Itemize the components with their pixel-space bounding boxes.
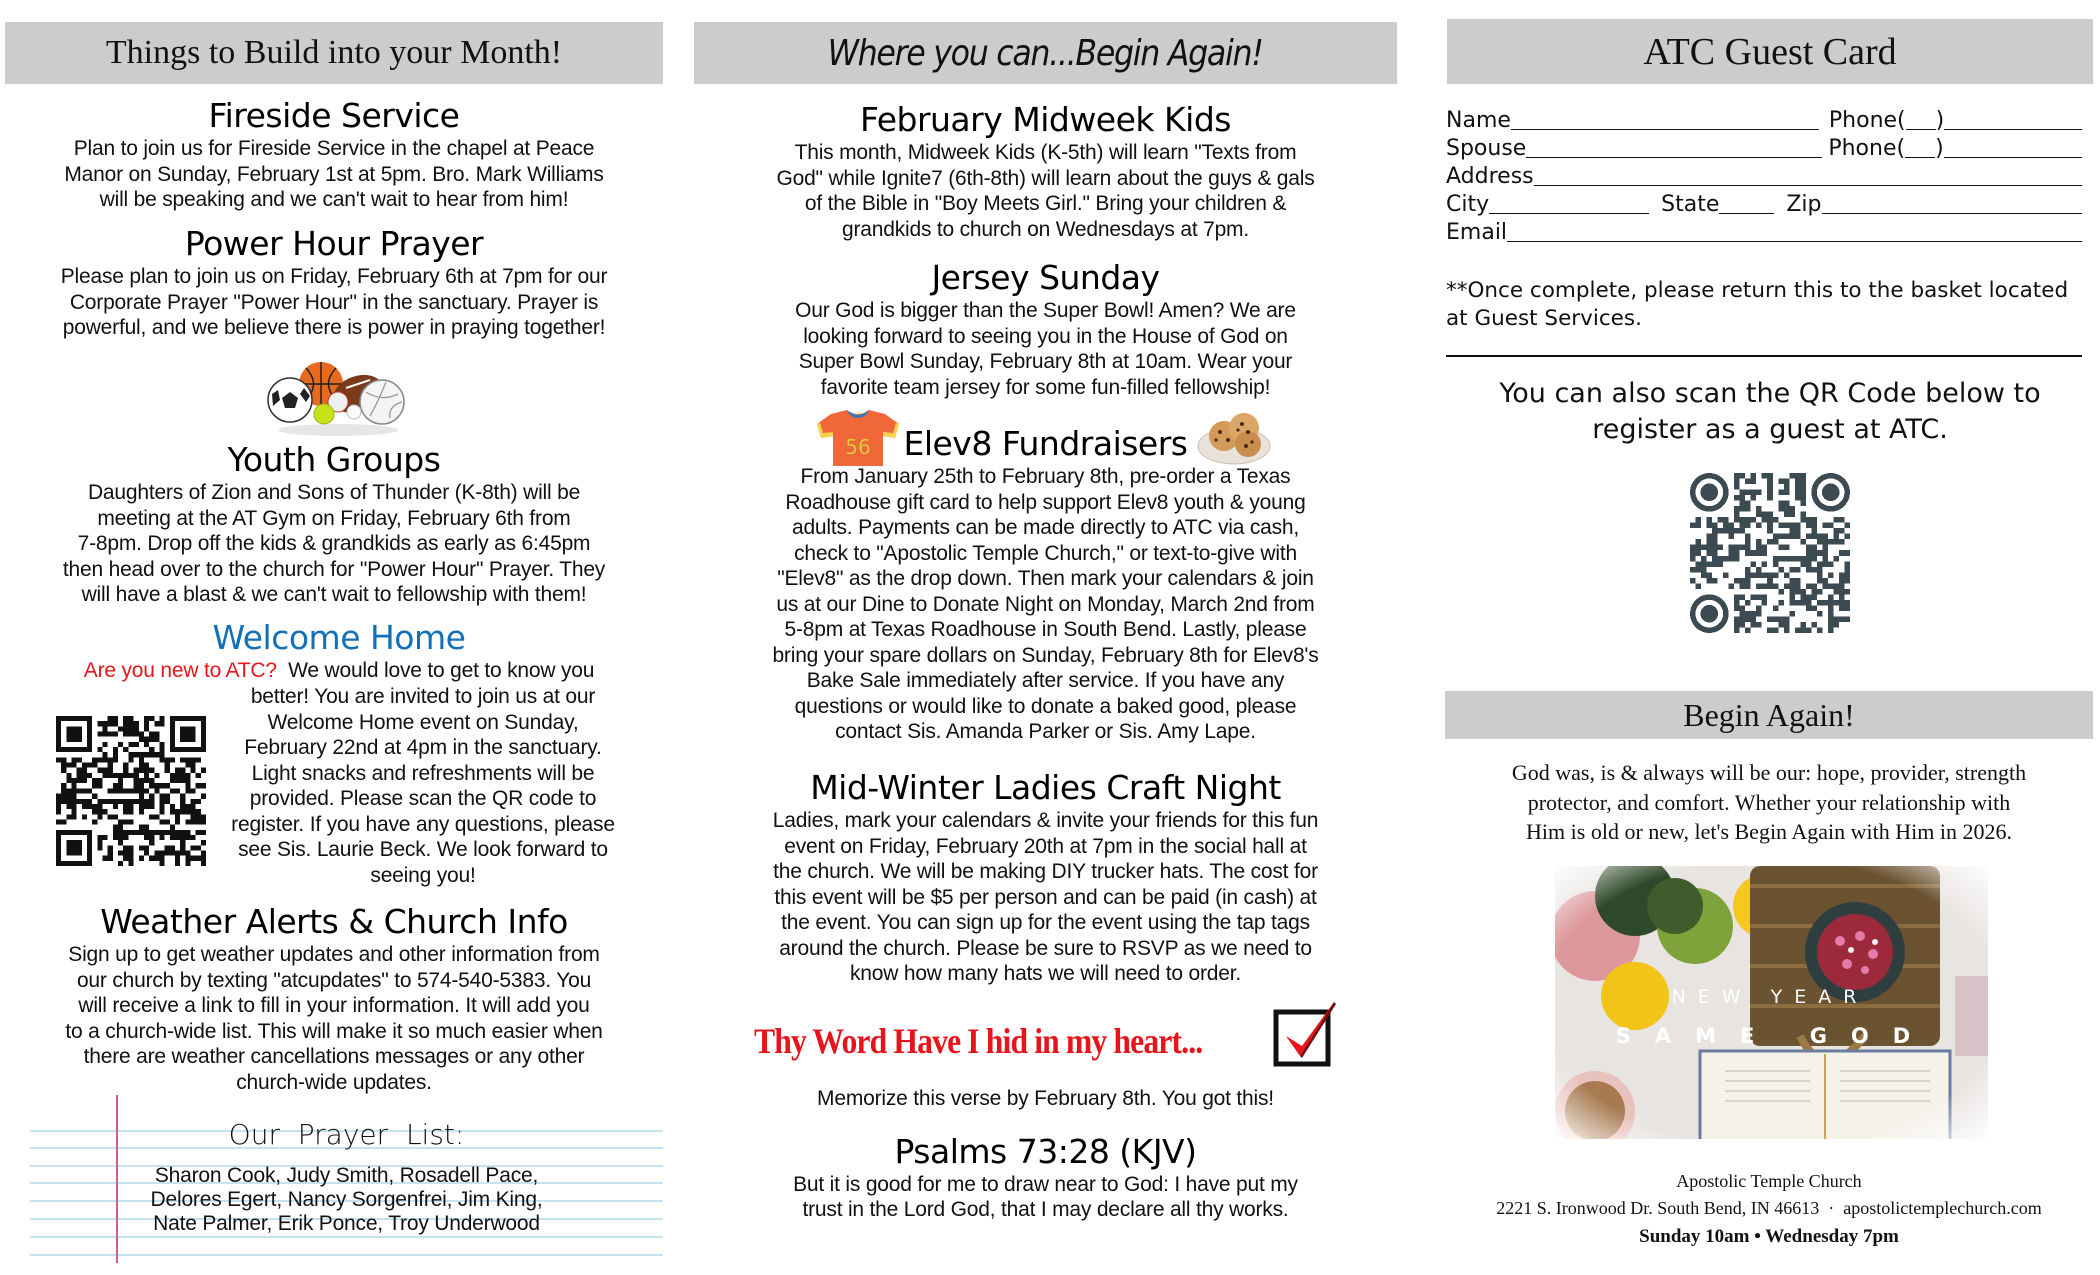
phone-area-field[interactable]: [1906, 107, 1936, 130]
craft-line: around the church. Please be sure to RSVP as we need to: [779, 936, 1312, 960]
qr-note-line: register as a guest at ATC.: [1592, 414, 1948, 445]
power-hour-line: Please plan to join us on Friday, February 6th at 7pm for our: [60, 265, 608, 288]
phone-paren: ): [1935, 108, 1945, 133]
youth-title: Youth Groups: [227, 440, 441, 479]
welcome-line: seeing you!: [370, 863, 476, 887]
fireside-section: [5, 96, 663, 213]
welcome-line: see Sis. Laurie Beck. We look forward to: [238, 838, 608, 861]
fireside-line: Manor on Sunday, February 1st at 5pm. Bro. Mark Williams: [64, 162, 604, 186]
verse-section: [694, 1086, 1397, 1223]
new-year-photo: [1555, 866, 1988, 1139]
youth-line: Daughters of Zion and Sons of Thunder (K-8th) will be: [87, 481, 581, 504]
craft-title: Mid-Winter Ladies Craft Night: [810, 768, 1281, 807]
weather-line: will receive a link to fill in your information. It will add you: [78, 994, 590, 1017]
elev8-line: 5-8pm at Texas Roadhouse in South Bend. Lastly, please: [784, 618, 1307, 641]
guest-row-spouse: [1446, 135, 2082, 163]
weather-line: church-wide updates.: [236, 1070, 432, 1094]
weather-line: there are weather cancellations messages or any other: [83, 1045, 585, 1068]
phone-label: Phone(: [1828, 108, 1906, 133]
elev8-line: questions or would like to donate a baked good, please: [794, 694, 1297, 718]
divider-line: [1446, 355, 2082, 357]
craft-section: [694, 768, 1397, 987]
guest-card-form: [1446, 107, 2082, 247]
midweek-line: grandkids to church on Wednesdays at 7pm.: [842, 217, 1249, 241]
footer-address: 2221 S. Ironwood Dr. South Bend, IN 46613 · apostolictemplechurch.com: [1496, 1198, 2042, 1218]
jersey-line: Super Bowl Sunday, February 8th at 10am. Wear your: [798, 350, 1293, 373]
address-label: Address: [1446, 164, 1534, 189]
middle-header-title: Where you can...Begin Again!: [828, 32, 1263, 74]
welcome-title: Welcome Home: [212, 618, 466, 657]
elev8-line: bring your spare dollars on Sunday, February 8th for Elev8's: [772, 643, 1319, 667]
left-header: [5, 22, 663, 84]
elev8-line: Roadhouse gift card to help support Elev8 youth & young: [785, 490, 1306, 514]
jersey-title: Jersey Sunday: [931, 258, 1160, 297]
jersey-line: favorite team jersey for some fun-filled fellowship!: [820, 375, 1271, 399]
name-label: Name: [1446, 108, 1511, 133]
elev8-line: From January 25th to February 8th, pre-order a Texas: [800, 465, 1291, 488]
state-field[interactable]: [1719, 191, 1774, 214]
youth-line: 7-8pm. Drop off the kids & grandkids as early as 6:45pm: [77, 532, 591, 555]
city-label: City: [1446, 192, 1490, 217]
guest-row-name: [1446, 107, 2082, 135]
welcome-line: Light snacks and refreshments will be: [251, 761, 595, 785]
zip-field[interactable]: [1822, 191, 2082, 214]
phone-field[interactable]: [1944, 107, 2082, 130]
prayer-name-line: Sharon Cook, Judy Smith, Rosadell Pace,: [154, 1164, 539, 1187]
jersey-section: [694, 258, 1397, 400]
weather-line: to a church-wide list. This will make it so much easier when: [65, 1019, 603, 1043]
elev8-line: "Elev8" as the drop down. Then mark your calendars & join: [777, 567, 1314, 590]
prayer-name-line: Delores Egert, Nancy Sorgenfrei, Jim King,: [150, 1188, 543, 1211]
weather-line: Sign up to get weather updates and other information from: [68, 943, 600, 966]
welcome-line: [5, 658, 673, 684]
welcome-body: [218, 684, 628, 888]
elev8-line: Bake Sale immediately after service. If you have any: [806, 669, 1285, 692]
craft-line: know how many hats we will need to order.: [849, 962, 1241, 985]
begin-again-line: God was, is & always will be our: hope, provider, strength: [1511, 760, 2027, 785]
verse-line: But it is good for me to draw near to God: I have put my: [793, 1172, 1298, 1196]
qr-note: [1447, 376, 2093, 448]
elev8-title: Elev8 Fundraisers: [903, 424, 1188, 463]
youth-line: meeting at the AT Gym on Friday, February 6th from: [97, 506, 571, 530]
fireside-line: Plan to join us for Fireside Service in the chapel at Peace: [73, 137, 595, 160]
jersey-line: looking forward to seeing you in the House of God on: [803, 324, 1288, 348]
midweek-line: God" while Ignite7 (6th-8th) will learn about the guys & gals: [776, 166, 1315, 190]
begin-again-line: Him is old or new, let's Begin Again with Him in 2026.: [1526, 819, 2012, 844]
power-hour-title: Power Hour Prayer: [184, 224, 484, 263]
sports-balls-icon: [258, 358, 418, 438]
fireside-title: Fireside Service: [208, 96, 460, 135]
welcome-line: better! You are invited to join us at our: [250, 685, 596, 708]
elev8-line: contact Sis. Amanda Parker or Sis. Amy Lape.: [835, 720, 1256, 743]
memorize-note: Memorize this verse by February 8th. You got this!: [817, 1087, 1274, 1110]
verse-reference: Psalms 73:28 (KJV): [894, 1131, 1197, 1171]
jersey-number: 56: [845, 435, 871, 459]
spouse-phone-field[interactable]: [1944, 135, 2082, 158]
zip-label: Zip: [1786, 192, 1822, 217]
youth-line: then head over to the church for "Power Hour" Prayer. They: [62, 557, 606, 581]
weather-line: our church by texting "atcupdates" to 574-540-5383. You: [76, 968, 592, 992]
verse-banner: Thy Word Have I hid in my heart...: [754, 1021, 1203, 1061]
welcome-line: February 22nd at 4pm in the sanctuary.: [244, 736, 602, 759]
guest-row-email: [1446, 219, 2082, 247]
welcome-line: register. If you have any questions, please: [231, 812, 615, 836]
city-field[interactable]: [1489, 191, 1649, 214]
midweek-line: This month, Midweek Kids (K-5th) will learn "Texts from: [794, 141, 1297, 164]
elev8-line: adults. Payments can be made directly to ATC via cash,: [791, 516, 1300, 539]
begin-again-line: protector, and comfort. Whether your relationship with: [1527, 789, 2011, 815]
address-field[interactable]: [1534, 163, 2082, 186]
guest-registration-qr-code[interactable]: [1690, 473, 1850, 633]
craft-line: the church. We will be making DIY trucker hats. The cost for: [773, 860, 1318, 883]
email-field[interactable]: [1507, 219, 2082, 242]
left-header-title: Things to Build into your Month!: [105, 34, 563, 71]
begin-again-header: [1445, 691, 2093, 739]
jersey-line: Our God is bigger than the Super Bowl! Amen? We are: [795, 299, 1296, 322]
state-label: State: [1661, 192, 1720, 217]
guest-card-header: [1447, 19, 2093, 84]
checkmark-box-icon: [1272, 998, 1342, 1070]
middle-header: [694, 22, 1397, 84]
welcome-line: provided. Please scan the QR code to: [249, 787, 597, 810]
qr-note-line: You can also scan the QR Code below to: [1499, 378, 2041, 409]
power-hour-section: [5, 224, 663, 341]
spouse-label: Spouse: [1446, 136, 1527, 161]
welcome-line-rest: We would love to get to know you: [276, 659, 595, 682]
spouse-phone-label: Phone(: [1828, 136, 1906, 161]
verse-line: trust in the Lord God, that I may declare all thy works.: [802, 1198, 1289, 1221]
guest-row-city: [1446, 191, 2082, 219]
weather-title: Weather Alerts & Church Info: [100, 902, 568, 941]
spouse-phone-paren: ): [1935, 136, 1944, 161]
guest-card-title: ATC Guest Card: [1643, 30, 1897, 73]
power-hour-line: powerful, and we believe there is power in praying together!: [62, 316, 606, 339]
midweek-line: of the Bible in "Boy Meets Girl." Bring your children &: [804, 192, 1287, 215]
craft-line: Ladies, mark your calendars & invite your friends for this fun: [772, 809, 1319, 832]
craft-line: the event. You can sign up for the event using the tap tags: [781, 911, 1310, 934]
elev8-line: us at our Dine to Donate Night on Monday, March 2nd from: [776, 592, 1315, 616]
spouse-field[interactable]: [1526, 135, 1822, 158]
email-label: Email: [1446, 220, 1508, 245]
welcome-line: Welcome Home event on Sunday,: [267, 710, 579, 734]
footer-church-name: Apostolic Temple Church: [1676, 1171, 1862, 1191]
welcome-lead: Are you new to ATC?: [83, 659, 277, 682]
begin-again-title: Begin Again!: [1683, 696, 1855, 733]
youth-section: [5, 440, 663, 608]
welcome-qr-code[interactable]: [54, 716, 208, 866]
elev8-line: check to "Apostolic Temple Church," or text-to-give with: [794, 541, 1297, 565]
name-field[interactable]: [1511, 107, 1819, 130]
begin-again-text: [1445, 758, 2093, 847]
prayer-name-line: Nate Palmer, Erik Ponce, Troy Underwood: [153, 1212, 540, 1235]
welcome-section: [5, 618, 673, 684]
spouse-phone-area-field[interactable]: [1905, 135, 1935, 158]
church-footer: [1445, 1168, 2093, 1252]
power-hour-line: Corporate Prayer "Power Hour" in the sanctuary. Prayer is: [69, 290, 599, 314]
craft-line: event on Friday, February 20th at 7pm in the social hall at: [784, 834, 1307, 858]
midweek-section: [694, 100, 1397, 242]
midweek-title: February Midweek Kids: [860, 100, 1231, 139]
weather-section: [5, 902, 663, 1095]
prayer-list: [30, 1116, 663, 1236]
fireside-line: will be speaking and we can't wait to hear from him!: [99, 188, 569, 211]
return-note: **Once complete, please return this to the basket located at Guest Services.: [1446, 278, 2069, 331]
youth-line: will have a blast & we can't wait to fellowship with them!: [81, 583, 587, 606]
prayer-list-title: Our Prayer List:: [228, 1118, 465, 1151]
footer-service-times: Sunday 10am • Wednesday 7pm: [1639, 1226, 1899, 1247]
craft-line: this event will be $5 per person and can be paid (in cash) at: [774, 885, 1317, 909]
guest-row-address: [1446, 163, 2082, 191]
elev8-section: [694, 424, 1397, 745]
